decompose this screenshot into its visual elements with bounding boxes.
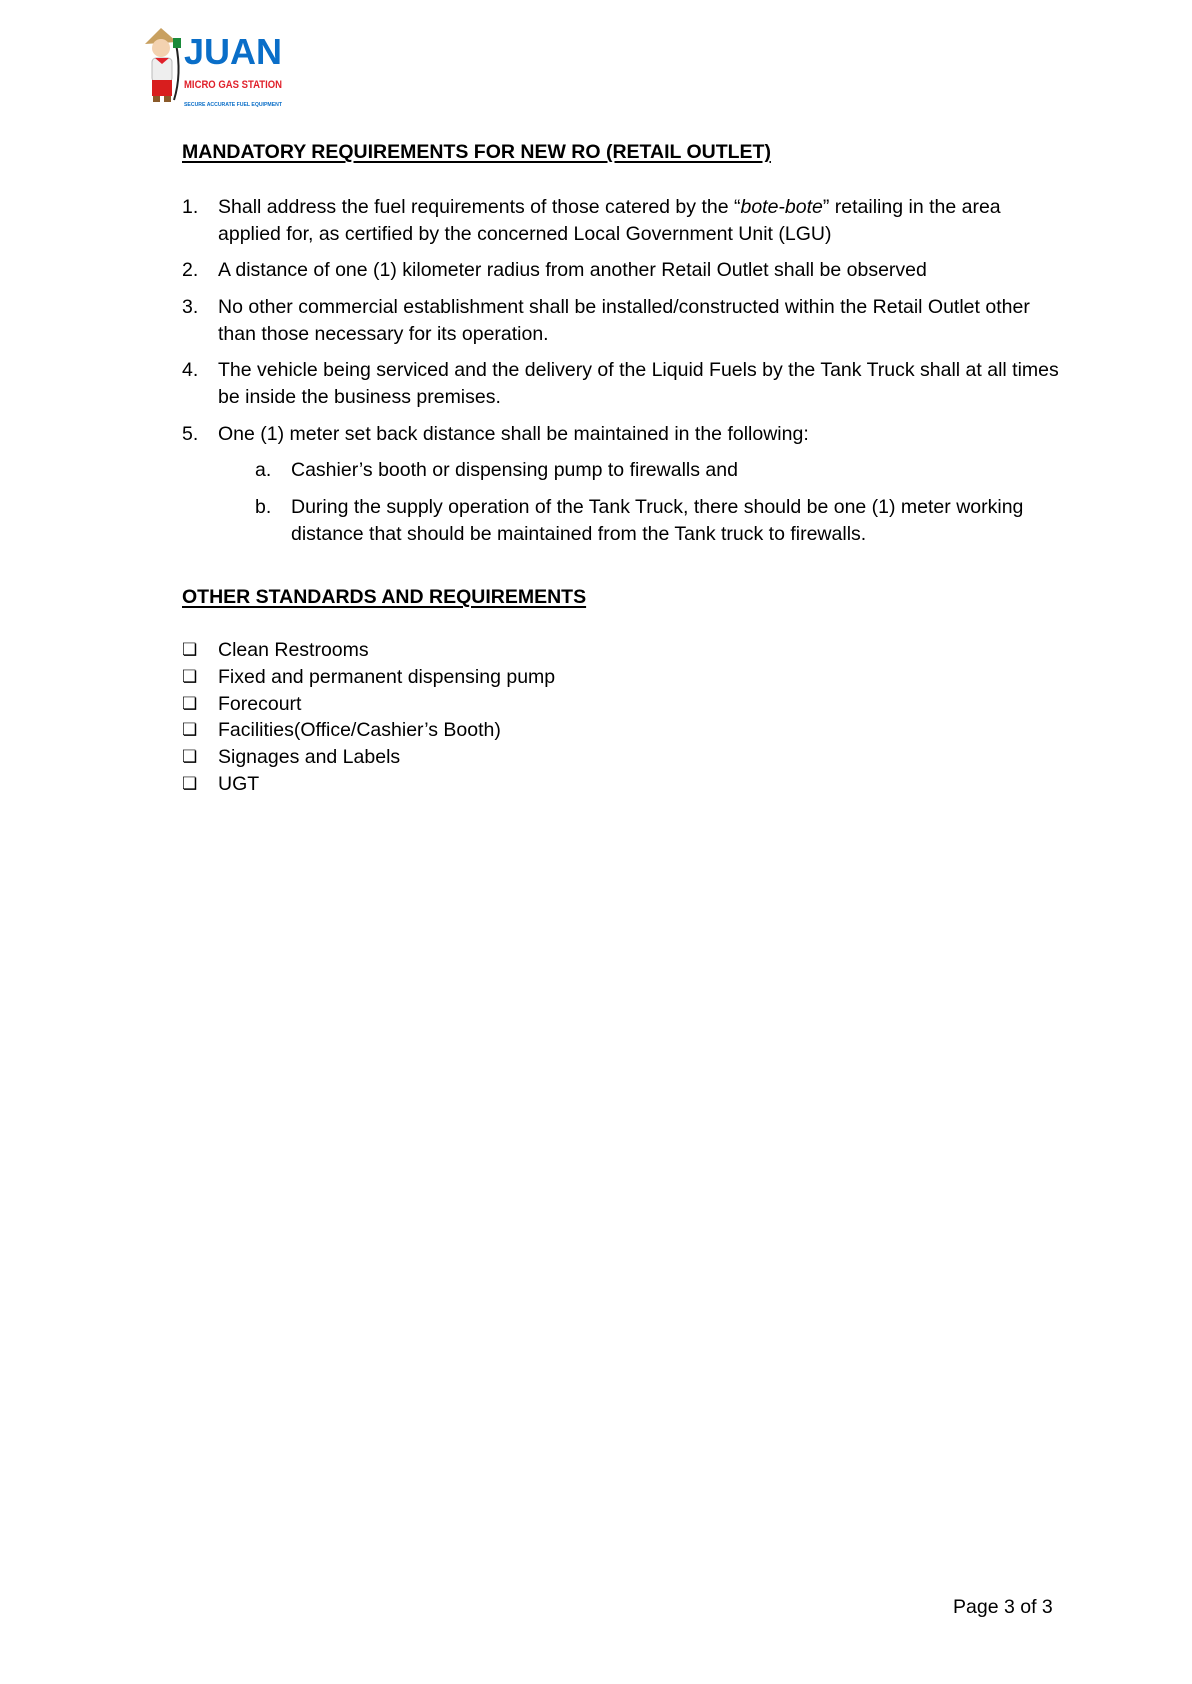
checklist-item: Fixed and permanent dispensing pump xyxy=(218,665,556,688)
section-title-other: OTHER STANDARDS AND REQUIREMENTS xyxy=(182,586,587,608)
requirement-2: A distance of one (1) kilometer radius from another Retail Outlet shall be observed xyxy=(218,259,927,281)
item-number: 3. xyxy=(182,296,199,318)
requirement-3: No other commercial establishment shall be installed/constructed within the Retail Outlet other than those necessary for its operation. xyxy=(218,296,1030,345)
logo-subtitle: MICRO GAS STATION xyxy=(184,79,289,91)
checklist-item: Signages and Labels xyxy=(218,746,401,769)
checkbox-bullet-icon: ❏ xyxy=(182,693,198,713)
subitem-b: During the supply operation of the Tank Truck, there should be one (1) meter working distance that should be maintained from the Tank truck to firewalls. xyxy=(291,496,1024,545)
item-number: 1. xyxy=(182,196,199,218)
logo-brand: JUAN xyxy=(184,31,282,72)
checklist-item: UGT xyxy=(218,773,260,795)
item-number: 4. xyxy=(182,359,199,381)
subitem-a: Cashier’s booth or dispensing pump to firewalls and xyxy=(291,459,738,481)
logo-tagline: SECURE ACCURATE FUEL EQUIPMENT xyxy=(184,102,283,108)
checklist-item: Forecourt xyxy=(218,692,302,715)
subitem-letter: a. xyxy=(255,459,272,481)
company-logo xyxy=(143,24,293,112)
item-number: 2. xyxy=(182,259,199,281)
checkbox-bullet-icon: ❏ xyxy=(182,747,198,767)
requirement-5: One (1) meter set back distance shall be maintained in the following: xyxy=(218,423,809,445)
checklist-item: Clean Restrooms xyxy=(218,639,369,661)
requirement-1: Shall address the fuel requirements of those catered by the “bote-bote” retailing in the area applied for, as certified by the concerned Local Government Unit (LGU) xyxy=(218,196,1001,245)
section-title-mandatory: MANDATORY REQUIREMENTS FOR NEW RO (RETAIL OUTLET) xyxy=(182,141,771,163)
checkbox-bullet-icon: ❏ xyxy=(182,640,198,659)
page-number: Page 3 of 3 xyxy=(953,1596,1053,1618)
checkbox-bullet-icon: ❏ xyxy=(182,720,198,740)
requirement-4: The vehicle being serviced and the delivery of the Liquid Fuels by the Tank Truck shall at all times be inside the business premises. xyxy=(218,359,1059,408)
subitem-letter: b. xyxy=(255,496,272,518)
checkbox-bullet-icon: ❏ xyxy=(182,774,198,793)
checklist-item: Facilities(Office/Cashier’s Booth) xyxy=(218,719,501,742)
item-number: 5. xyxy=(182,423,199,445)
checkbox-bullet-icon: ❏ xyxy=(182,666,198,686)
